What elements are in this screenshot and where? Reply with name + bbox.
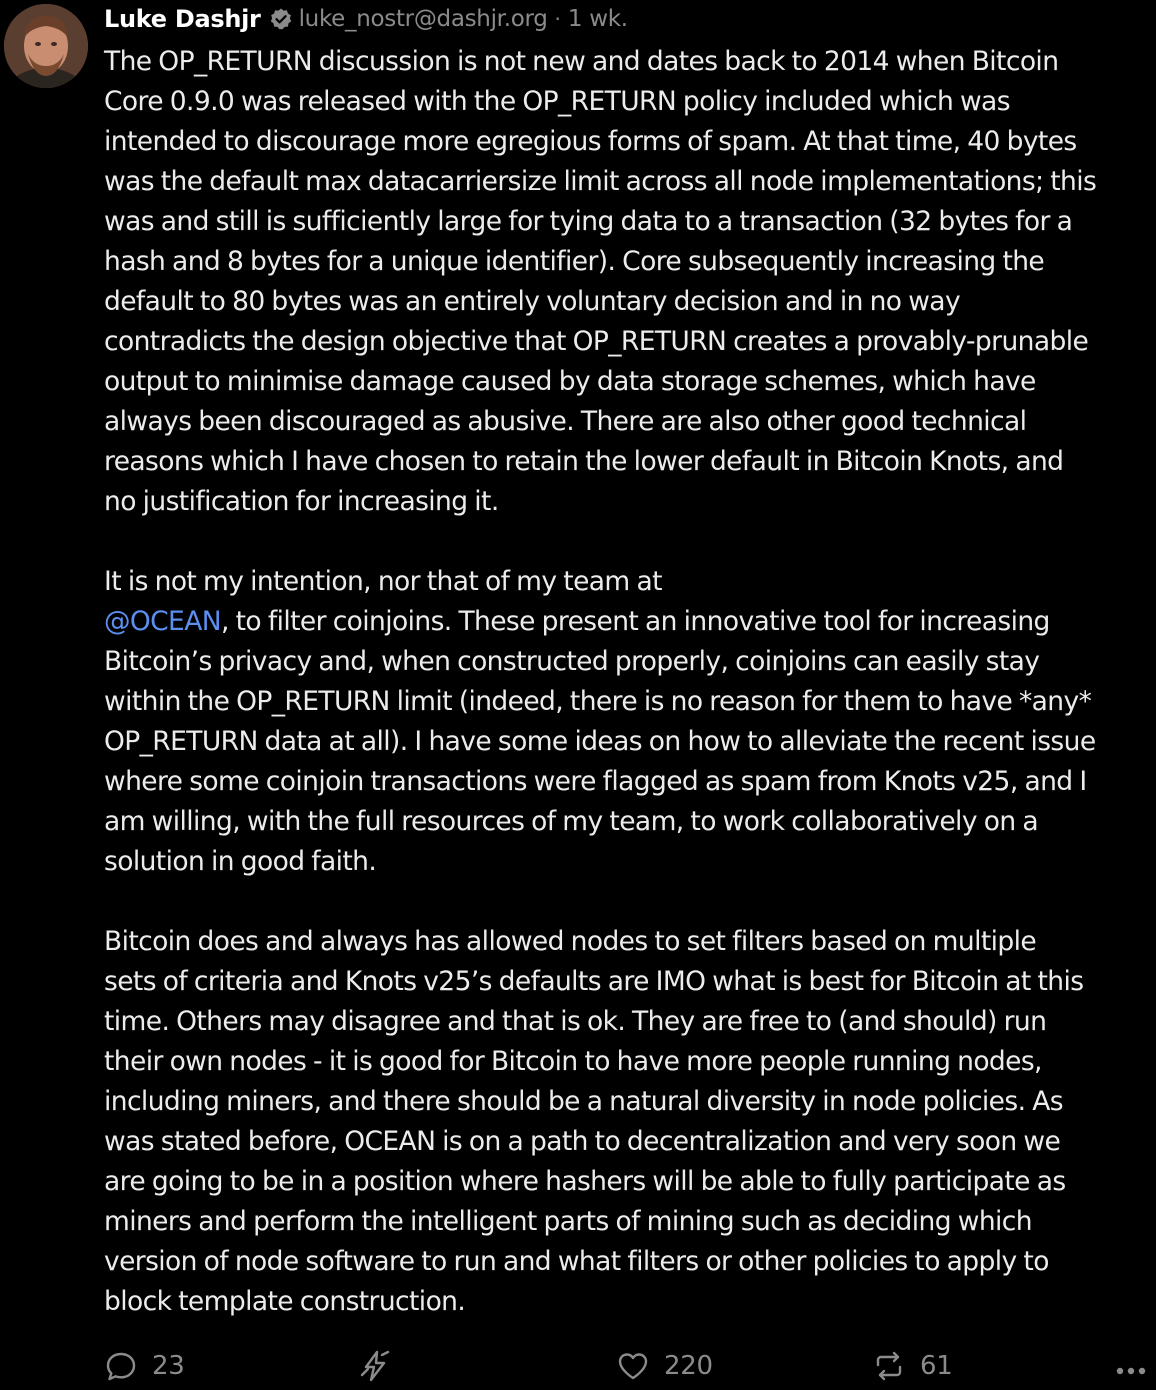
mention-link[interactable]: @OCEAN: [104, 606, 221, 637]
more-icon: [1114, 1349, 1152, 1383]
paragraph-2: [104, 562, 1154, 882]
author-handle[interactable]: luke_nostr@dashjr.org: [298, 6, 548, 32]
text-line: no justification for increasing it.: [104, 486, 499, 517]
author-name[interactable]: Luke Dashjr: [104, 5, 261, 33]
text-line: within the OP_RETURN limit (indeed, there is no reason for them to have *any*: [104, 686, 1092, 717]
text-line: are going to be in a position where hashers will be able to fully participate as: [104, 1166, 1066, 1197]
reply-icon: [104, 1349, 138, 1383]
verified-badge-icon: [269, 7, 293, 31]
text-line: was and still is sufficiently large for tying data to a transaction (32 bytes for a: [104, 206, 1073, 237]
text-line: reasons which I have chosen to retain the lower default in Bitcoin Knots, and: [104, 446, 1064, 477]
post-timestamp[interactable]: 1 wk.: [567, 6, 628, 32]
text-line: solution in good faith.: [104, 846, 377, 877]
text-fragment: , to filter coinjoins. These present an innovative tool for increasing: [220, 606, 1050, 637]
text-line: OP_RETURN data at all). I have some ideas on how to alleviate the recent issue: [104, 726, 1096, 757]
repost-count: 61: [920, 1351, 953, 1381]
zap-button[interactable]: [358, 1349, 406, 1383]
text-line: default to 80 bytes was an entirely voluntary decision and in no way: [104, 286, 961, 317]
text-line: version of node software to run and what filters or other policies to apply to: [104, 1246, 1049, 1277]
text-line: miners and perform the intelligent parts of mining such as deciding which: [104, 1206, 1032, 1237]
text-line: sets of criteria and Knots v25’s defaults are IMO what is best for Bitcoin at this: [104, 966, 1084, 997]
text-line: always been discouraged as abusive. There are also other good technical: [104, 406, 1027, 437]
text-line: contradicts the design objective that OP_RETURN creates a provably-prunable: [104, 326, 1089, 357]
heart-icon: [616, 1349, 650, 1383]
text-line: intended to discourage more egregious forms of spam. At that time, 40 bytes: [104, 126, 1077, 157]
text-line: Core 0.9.0 was released with the OP_RETURN policy included which was: [104, 86, 1010, 117]
paragraph-gap: [104, 522, 1154, 562]
repost-icon: [872, 1349, 906, 1383]
paragraph-3: [104, 922, 1154, 1322]
paragraph-gap: [104, 882, 1154, 922]
reply-count: 23: [152, 1351, 185, 1381]
user-avatar[interactable]: [4, 4, 88, 88]
text-line: Bitcoin does and always has allowed nodes to set filters based on multiple: [104, 926, 1037, 957]
text-line: [104, 602, 1154, 642]
header-separator: ·: [554, 7, 561, 31]
text-line: time. Others may disagree and that is ok. They are free to (and should) run: [104, 1006, 1047, 1037]
paragraph-1: [104, 42, 1154, 522]
text-line: am willing, with the full resources of my team, to work collaboratively on a: [104, 806, 1038, 837]
zap-icon: [358, 1349, 392, 1383]
reply-button[interactable]: [104, 1349, 184, 1383]
text-line: The OP_RETURN discussion is not new and dates back to 2014 when Bitcoin: [104, 46, 1059, 77]
repost-button[interactable]: [872, 1349, 952, 1383]
post-actions-bar: [0, 1345, 1156, 1390]
text-line: including miners, and there should be a natural diversity in node policies. As: [104, 1086, 1063, 1117]
text-line: block template construction.: [104, 1286, 466, 1317]
text-line: hash and 8 bytes for a unique identifier). Core subsequently increasing the: [104, 246, 1045, 277]
like-count: 220: [664, 1351, 713, 1381]
text-line: was stated before, OCEAN is on a path to decentralization and very soon we: [104, 1126, 1061, 1157]
text-line: their own nodes - it is good for Bitcoin to have more people running nodes,: [104, 1046, 1042, 1077]
text-line: output to minimise damage caused by data storage schemes, which have: [104, 366, 1036, 397]
like-button[interactable]: [616, 1349, 713, 1383]
text-line: Bitcoin’s privacy and, when constructed properly, coinjoins can easily stay: [104, 646, 1040, 677]
text-line: was the default max datacarriersize limit across all node implementations; this: [104, 166, 1097, 197]
more-options-button[interactable]: [1114, 1349, 1152, 1383]
post-content: [104, 42, 1154, 1322]
text-line: where some coinjoin transactions were flagged as spam from Knots v25, and I: [104, 766, 1087, 797]
text-line: It is not my intention, nor that of my team at: [104, 566, 662, 597]
post-header: [104, 2, 628, 36]
